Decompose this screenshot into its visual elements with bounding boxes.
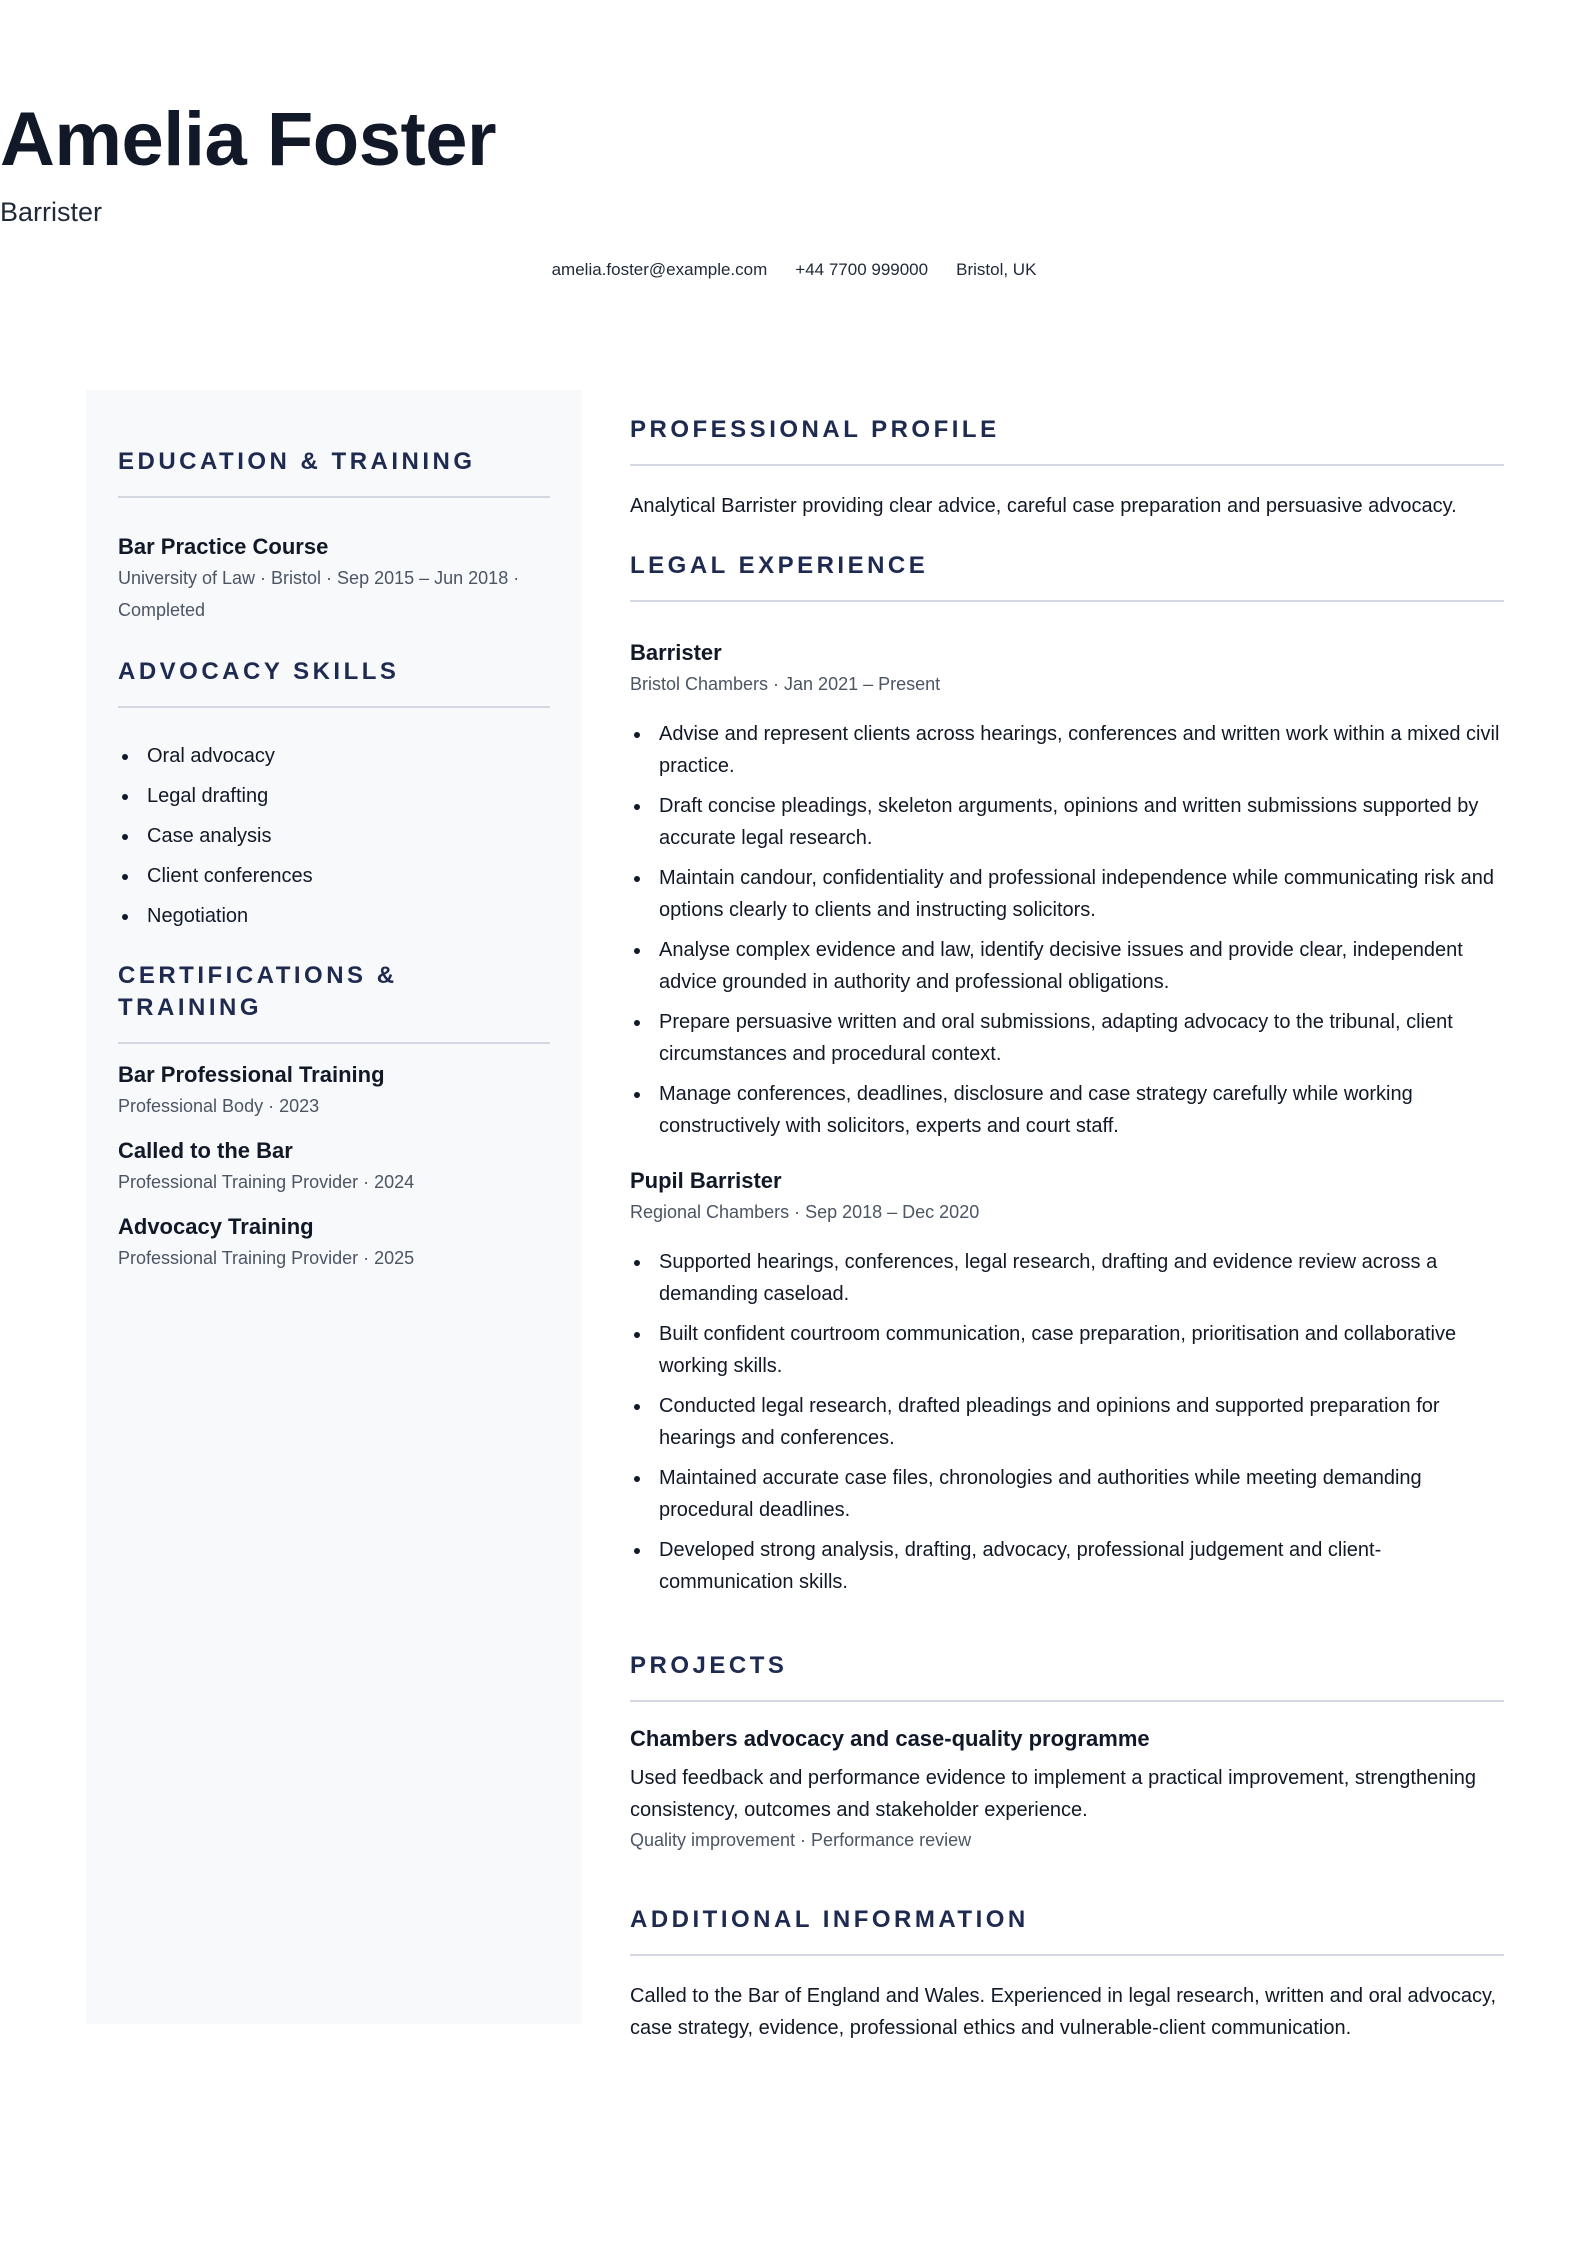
education-entry <box>118 532 550 626</box>
job-bullet: Maintain candour, confidentiality and professional independence while communicating risk and options clearly to clients and instructing solicitors. <box>630 862 1504 926</box>
certification-entry <box>118 1136 550 1198</box>
skill-item: Legal drafting <box>118 776 550 816</box>
section-divider <box>630 464 1504 466</box>
candidate-name: Amelia Foster <box>0 97 497 182</box>
section-heading-projects: PROJECTS <box>630 1652 788 1679</box>
skills-section <box>118 656 550 936</box>
education-meta: University of Law · Bristol · Sep 2015 – Jun 2018 · Completed <box>118 568 520 620</box>
job-bullet: Draft concise pleadings, skeleton arguments, opinions and written submissions supported by accurate legal research. <box>630 790 1504 854</box>
skill-item: Negotiation <box>118 896 550 936</box>
section-divider <box>630 1700 1504 1702</box>
project-title: Chambers advocacy and case-quality programme <box>630 1726 1150 1751</box>
skills-list <box>118 736 550 936</box>
section-heading-certifications: CERTIFICATIONS & TRAINING <box>118 962 398 1021</box>
certification-meta: Professional Training Provider · 2024 <box>118 1172 415 1192</box>
job-bullet: Prepare persuasive written and oral submissions, adapting advocacy to the tribunal, client circumstances and procedural context. <box>630 1006 1504 1070</box>
candidate-title: Barrister <box>0 197 103 227</box>
certifications-section <box>118 960 550 1274</box>
projects-section <box>630 1650 1504 1854</box>
job-bullets <box>630 718 1504 1142</box>
project-tags: Quality improvement · Performance review <box>630 1830 972 1850</box>
job-entry <box>630 638 1504 1142</box>
job-meta: Bristol Chambers · Jan 2021 – Present <box>630 674 941 694</box>
certification-meta: Professional Body · 2023 <box>118 1096 320 1116</box>
section-heading-skills: ADVOCACY SKILLS <box>118 658 400 685</box>
job-entry <box>630 1166 1504 1606</box>
section-heading-additional: ADDITIONAL INFORMATION <box>630 1906 1029 1933</box>
job-bullet: Manage conferences, deadlines, disclosure and case strategy carefully while working constructively with solicitors, experts and court staff. <box>630 1078 1504 1142</box>
section-divider <box>630 1954 1504 1956</box>
job-bullet: Conducted legal research, drafted pleadings and opinions and supported preparation for hearings and conferences. <box>630 1390 1504 1454</box>
certification-title: Bar Professional Training <box>118 1062 385 1087</box>
additional-section <box>630 1904 1504 2044</box>
section-heading-education: EDUCATION & TRAINING <box>118 448 476 475</box>
certification-meta: Professional Training Provider · 2025 <box>118 1248 415 1268</box>
job-bullet: Supported hearings, conferences, legal research, drafting and evidence review across a demanding caseload. <box>630 1246 1504 1310</box>
education-section <box>118 446 550 626</box>
contact-email[interactable]: amelia.foster@example.com <box>551 260 768 279</box>
education-title: Bar Practice Course <box>118 534 329 559</box>
section-heading-profile: PROFESSIONAL PROFILE <box>630 416 1000 443</box>
skill-item: Case analysis <box>118 816 550 856</box>
section-divider <box>118 1042 550 1044</box>
experience-section <box>630 550 1504 1150</box>
section-divider <box>118 706 550 708</box>
job-bullets <box>630 1246 1504 1598</box>
section-divider <box>630 600 1504 602</box>
sidebar <box>86 390 582 2024</box>
profile-text: Analytical Barrister providing clear advice, careful case preparation and persuasive advocacy. <box>630 495 1457 517</box>
additional-text: Called to the Bar of England and Wales. Experienced in legal research, written and oral advocacy, case strategy, evidence, professional ethics and vulnerable-client communication. <box>630 1985 1497 2039</box>
job-bullet: Developed strong analysis, drafting, advocacy, professional judgement and client-communication skills. <box>630 1534 1504 1598</box>
certification-title: Advocacy Training <box>118 1214 314 1239</box>
contact-phone[interactable]: +44 7700 999000 <box>795 260 929 279</box>
job-bullet: Analyse complex evidence and law, identify decisive issues and provide clear, independent advice grounded in authority and professional obligations. <box>630 934 1504 998</box>
certification-entry <box>118 1060 550 1122</box>
job-bullet: Advise and represent clients across hearings, conferences and written work within a mixed civil practice. <box>630 718 1504 782</box>
section-heading-experience: LEGAL EXPERIENCE <box>630 552 929 579</box>
project-entry <box>630 1724 1504 1854</box>
job-title: Pupil Barrister <box>630 1168 782 1193</box>
contact-location: Bristol, UK <box>956 260 1037 279</box>
skill-item: Client conferences <box>118 856 550 896</box>
project-description: Used feedback and performance evidence to implement a practical improvement, strengthening consistency, outcomes and stakeholder experience. <box>630 1767 1477 1821</box>
job-title: Barrister <box>630 640 722 665</box>
job-bullet: Maintained accurate case files, chronologies and authorities while meeting demanding procedural deadlines. <box>630 1462 1504 1526</box>
contact-line <box>0 258 1588 282</box>
job-bullet: Built confident courtroom communication, case preparation, prioritisation and collaborative working skills. <box>630 1318 1504 1382</box>
certification-entry <box>118 1212 550 1274</box>
section-divider <box>118 496 550 498</box>
profile-section <box>630 414 1504 522</box>
skill-item: Oral advocacy <box>118 736 550 776</box>
job-meta: Regional Chambers · Sep 2018 – Dec 2020 <box>630 1202 980 1222</box>
certification-title: Called to the Bar <box>118 1138 293 1163</box>
